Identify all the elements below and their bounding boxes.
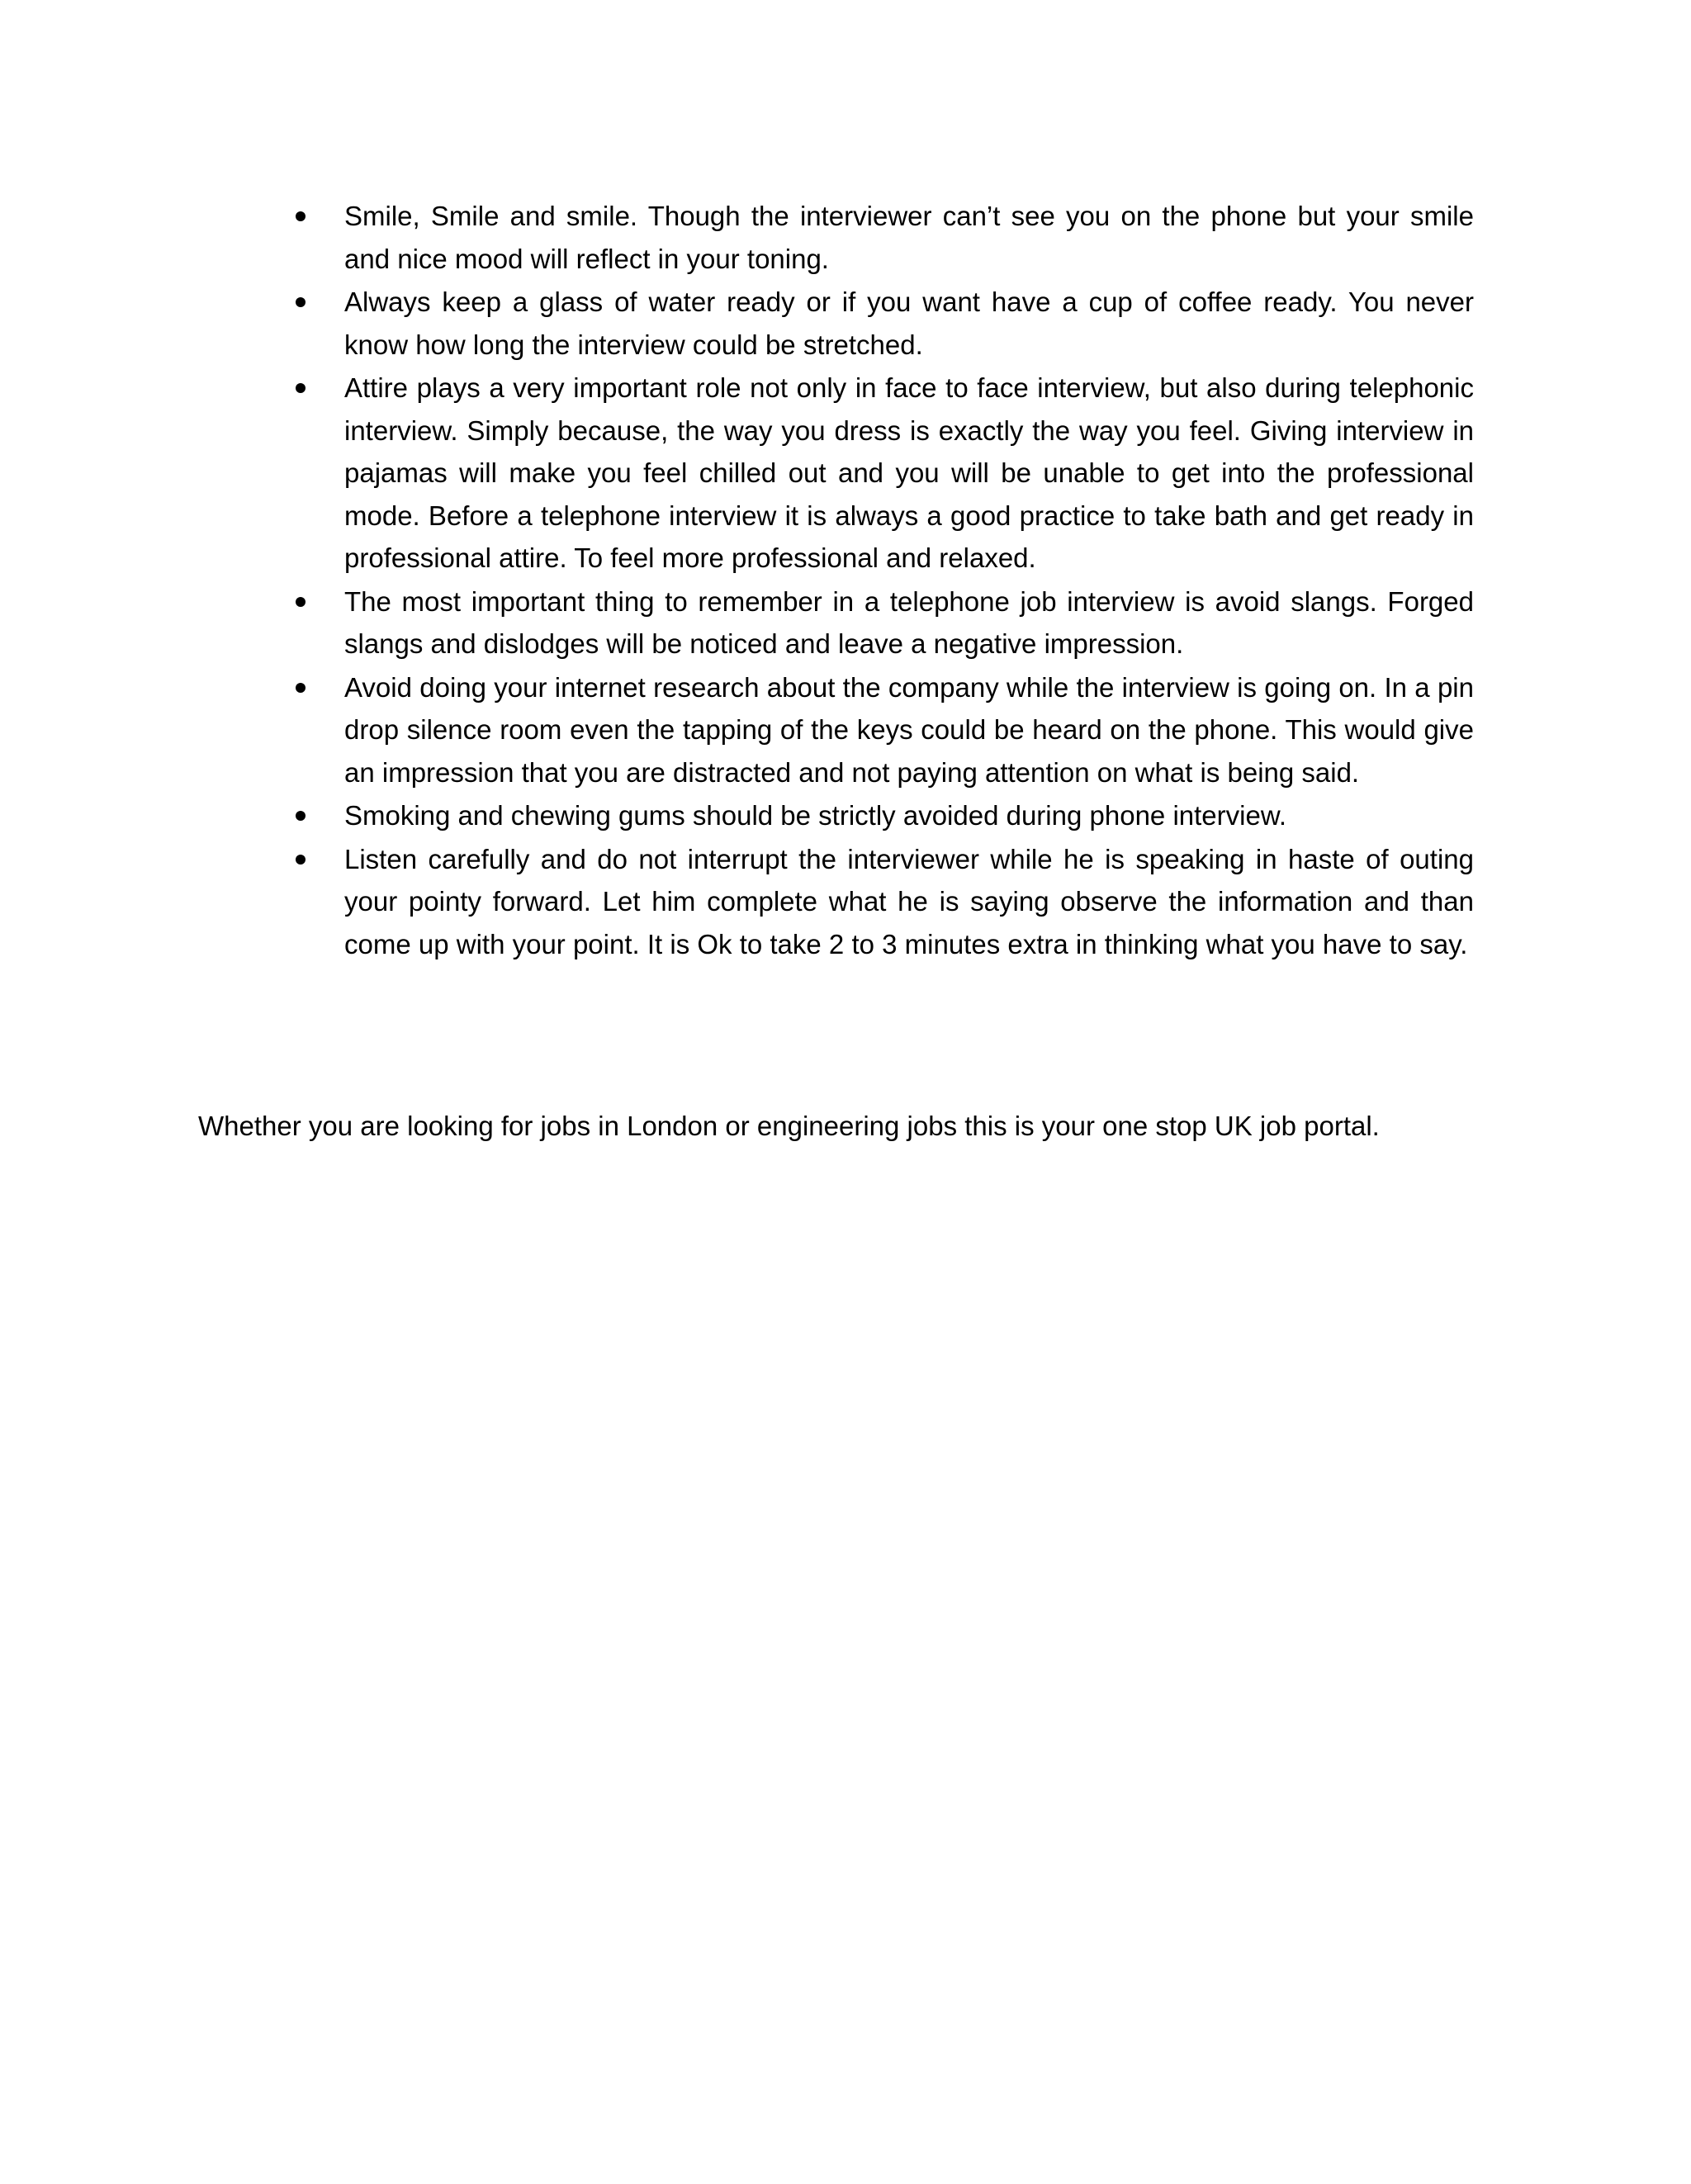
list-item — [293, 666, 1474, 794]
list-item — [293, 794, 1474, 837]
bullet-text: Listen carefully and do not interrupt the interviewer while he is speaking in haste of outing your pointy forward. Let him complete what he is saying observe the information and than come up with your point. It is Ok to take 2 to 3 minutes extra in thinking what you have to say. — [344, 843, 1474, 959]
bullet-text: Attire plays a very important role not only in face to face interview, but also during telephonic interview. Simply because, the way you dress is exactly the way you feel. Giving interview in pajamas will make you feel chilled out and you will be unable to get into the professional mode. Before a telephone interview it is always a good practice to take bath and get ready in professional attire. To feel more professional and relaxed. — [344, 372, 1474, 573]
bullet-icon — [296, 211, 306, 221]
list-item — [293, 367, 1474, 580]
tips-bullet-list — [293, 195, 1474, 966]
closing-paragraph: Whether you are looking for jobs in London or engineering jobs this is your one stop UK job portal. — [198, 1111, 1380, 1141]
bullet-text: The most important thing to remember in a telephone job interview is avoid slangs. Forged slangs and dislodges will be noticed and leave a negative impression. — [344, 585, 1474, 659]
list-item — [293, 195, 1474, 280]
bullet-icon — [296, 297, 306, 307]
bullet-text: Smile, Smile and smile. Though the interviewer can’t see you on the phone but your smile and nice mood will reflect in your toning. — [344, 201, 1474, 274]
list-item — [293, 281, 1474, 366]
bullet-text: Avoid doing your internet research about the company while the interview is going on. In a pin drop silence room even the tapping of the keys could be heard on the phone. This would give an impression that you are distracted and not paying attention on what is being said. — [344, 671, 1474, 788]
bullet-text: Always keep a glass of water ready or if you want have a cup of coffee ready. You never know how long the interview could be stretched. — [344, 287, 1474, 360]
bullet-icon — [296, 383, 306, 393]
bullet-icon — [296, 855, 306, 865]
bullet-icon — [296, 597, 306, 607]
bullet-text: Smoking and chewing gums should be strictly avoided during phone interview. — [344, 800, 1286, 831]
bullet-icon — [296, 811, 306, 821]
bullet-icon — [296, 683, 306, 693]
list-item — [293, 838, 1474, 966]
list-item — [293, 580, 1474, 666]
